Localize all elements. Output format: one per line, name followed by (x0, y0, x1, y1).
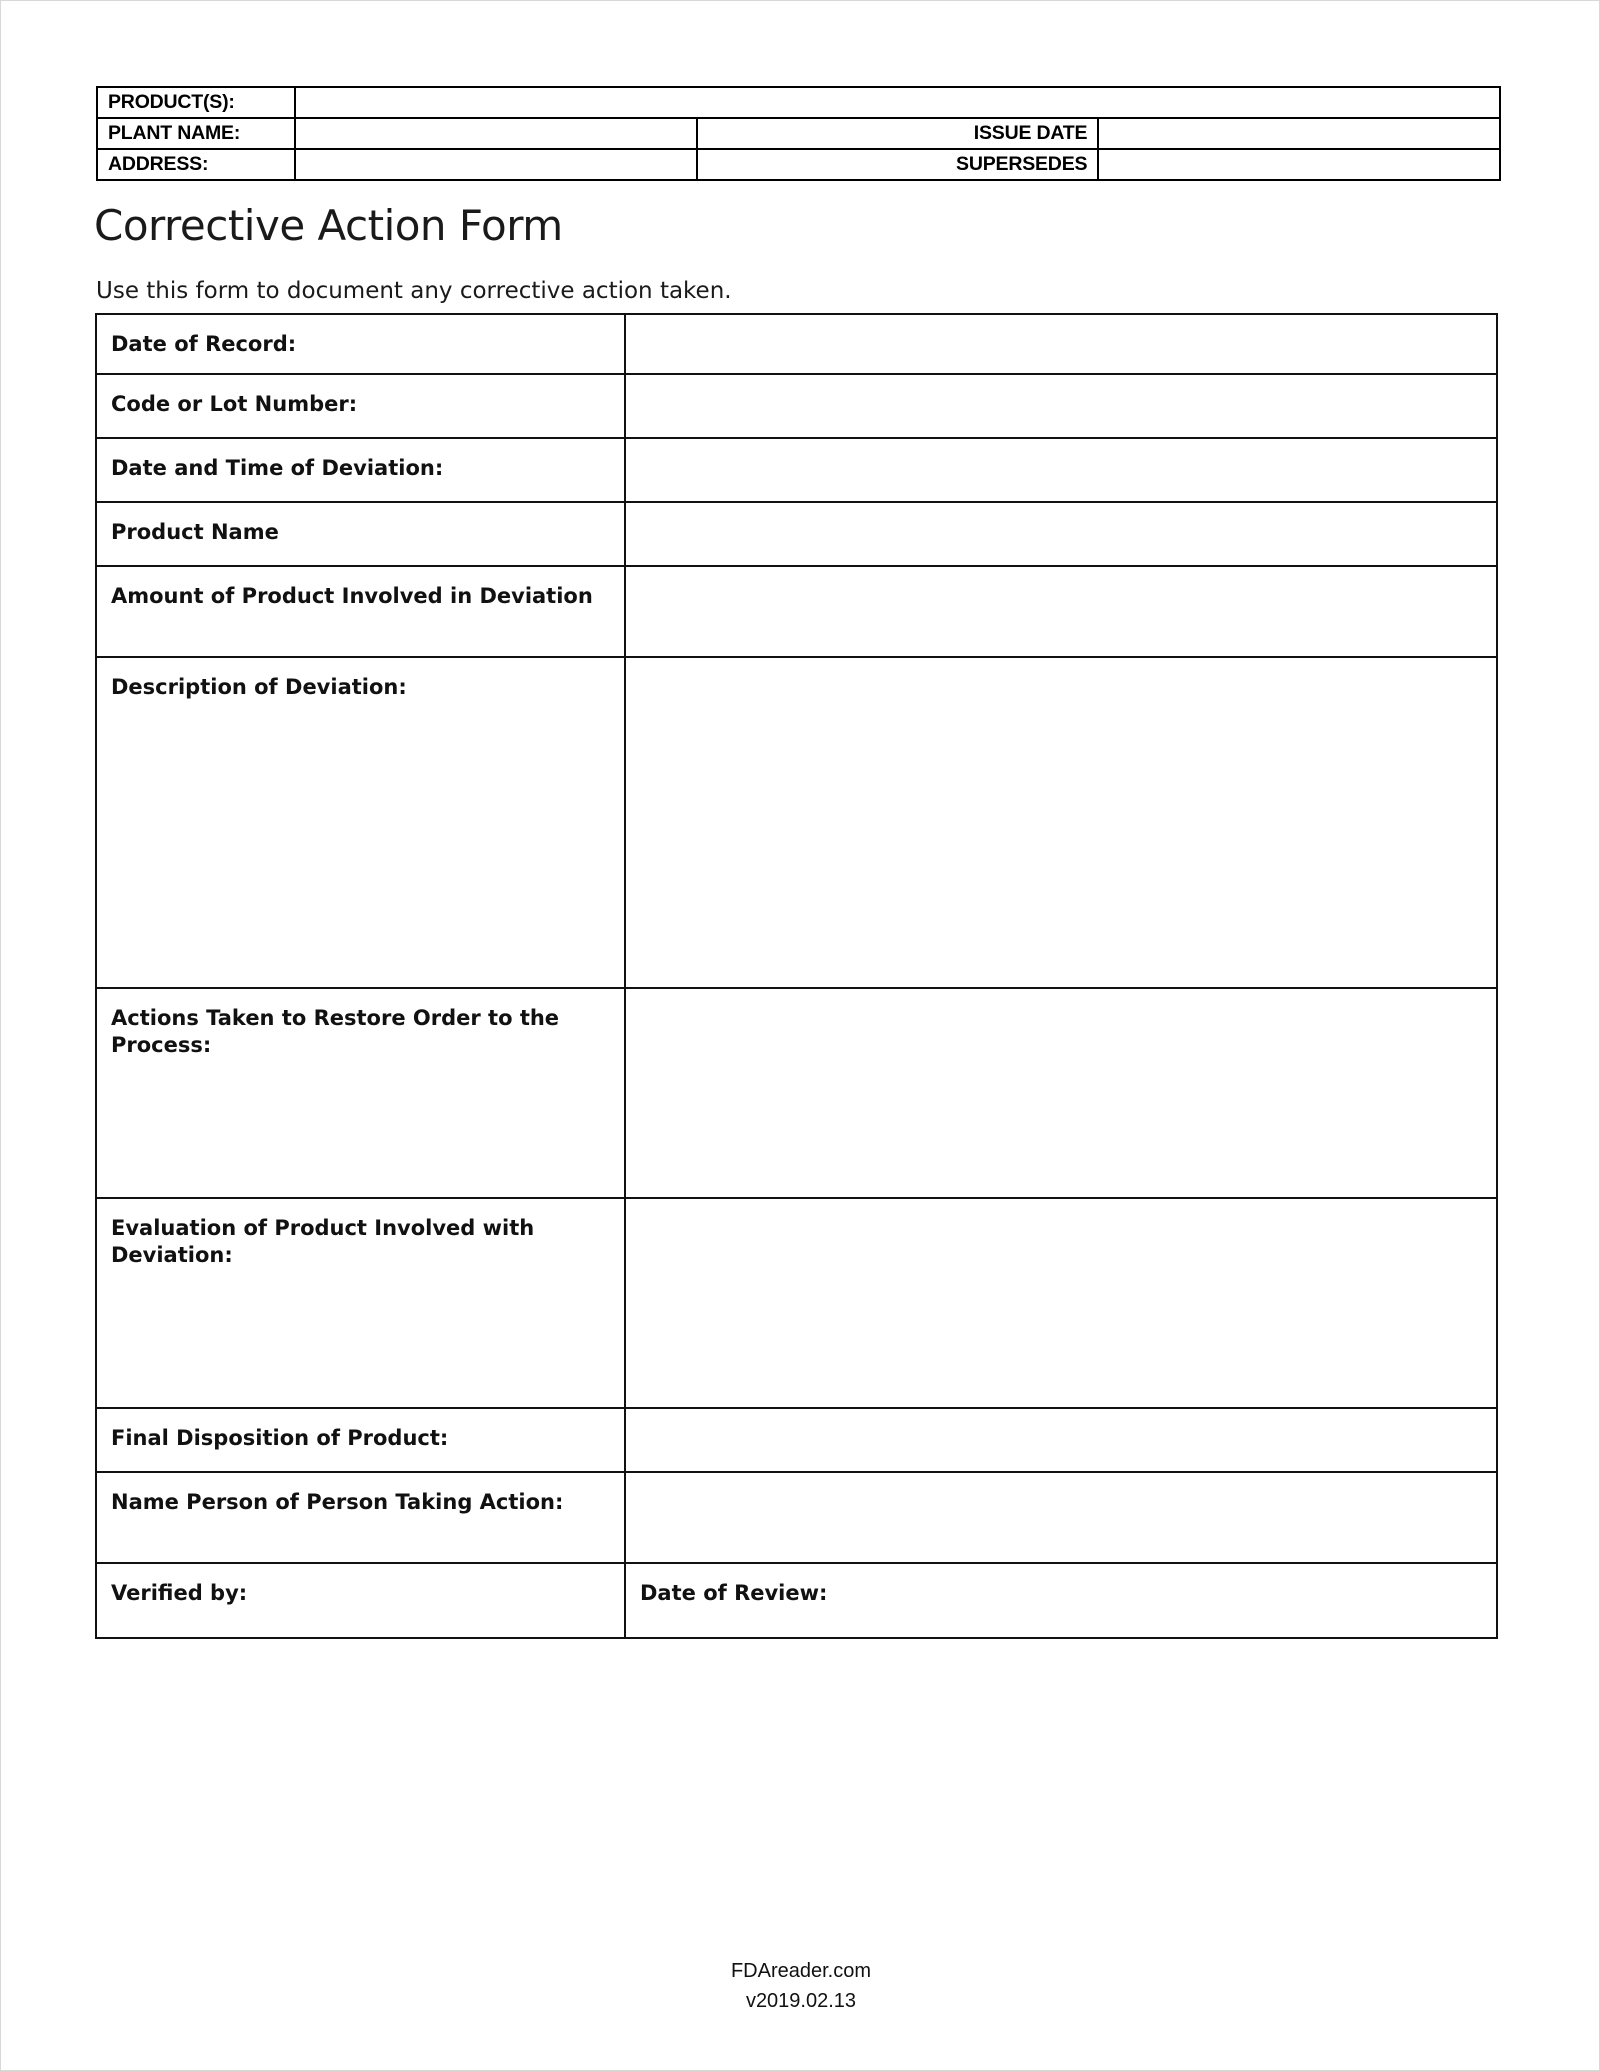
header-row-plant-name (97, 118, 1500, 149)
form-row-label: Product Name (96, 502, 625, 566)
form-row (96, 1472, 1497, 1563)
form-row (96, 374, 1497, 438)
form-row-label: Description of Deviation: (96, 657, 625, 988)
footer-version: v2019.02.13 (745, 1990, 857, 2012)
corrective-action-form-body (96, 314, 1497, 1638)
document-header-table-body (97, 87, 1500, 180)
form-row-value[interactable] (625, 438, 1497, 502)
form-row (96, 657, 1497, 988)
form-row-value[interactable] (625, 1198, 1497, 1408)
page-title: Corrective Action Form (94, 201, 563, 250)
header-value-plant-name[interactable] (295, 118, 697, 149)
form-row-label: Amount of Product Involved in Deviation (96, 566, 625, 657)
footer-site: FDAreader.com (730, 1960, 872, 1982)
header-value-issue-date[interactable] (1098, 118, 1500, 149)
header-label-issue-date: ISSUE DATE (697, 118, 1099, 149)
form-row-label: Name Person of Person Taking Action: (96, 1472, 625, 1563)
form-row-value[interactable] (625, 1472, 1497, 1563)
form-row (96, 1198, 1497, 1408)
form-row (96, 438, 1497, 502)
document-header-table (96, 86, 1501, 181)
header-value-products[interactable] (295, 87, 1500, 118)
form-row-value[interactable] (625, 657, 1497, 988)
header-label-address: ADDRESS: (97, 149, 295, 180)
header-label-products: PRODUCT(S): (97, 87, 295, 118)
form-row-value[interactable] (625, 988, 1497, 1198)
header-label-plant-name: PLANT NAME: (97, 118, 295, 149)
header-label-supersedes: SUPERSEDES (697, 149, 1099, 180)
header-value-address[interactable] (295, 149, 697, 180)
page-subtitle: Use this form to document any corrective action taken. (96, 278, 732, 304)
form-row-label: Evaluation of Product Involved with Deviation: (96, 1198, 625, 1408)
form-row-label: Date of Record: (96, 314, 625, 374)
form-row-secondary-label: Date of Review: (625, 1563, 1497, 1638)
form-row (96, 988, 1497, 1198)
form-row-value[interactable] (625, 1408, 1497, 1472)
corrective-action-form-table (95, 313, 1498, 1639)
form-row (96, 502, 1497, 566)
form-row-label: Actions Taken to Restore Order to the Process: (96, 988, 625, 1198)
form-row-value[interactable] (625, 502, 1497, 566)
form-row (96, 314, 1497, 374)
form-row-label: Final Disposition of Product: (96, 1408, 625, 1472)
form-row-label: Verified by: (96, 1563, 625, 1638)
form-row-label: Date and Time of Deviation: (96, 438, 625, 502)
form-row-value[interactable] (625, 566, 1497, 657)
form-row-value[interactable] (625, 374, 1497, 438)
form-row (96, 1563, 1497, 1638)
form-row-label: Code or Lot Number: (96, 374, 625, 438)
form-row-value[interactable] (625, 314, 1497, 374)
form-row (96, 566, 1497, 657)
header-row-address (97, 149, 1500, 180)
form-row (96, 1408, 1497, 1472)
header-row-products (97, 87, 1500, 118)
page-footer (1, 1956, 1600, 2016)
header-value-supersedes[interactable] (1098, 149, 1500, 180)
